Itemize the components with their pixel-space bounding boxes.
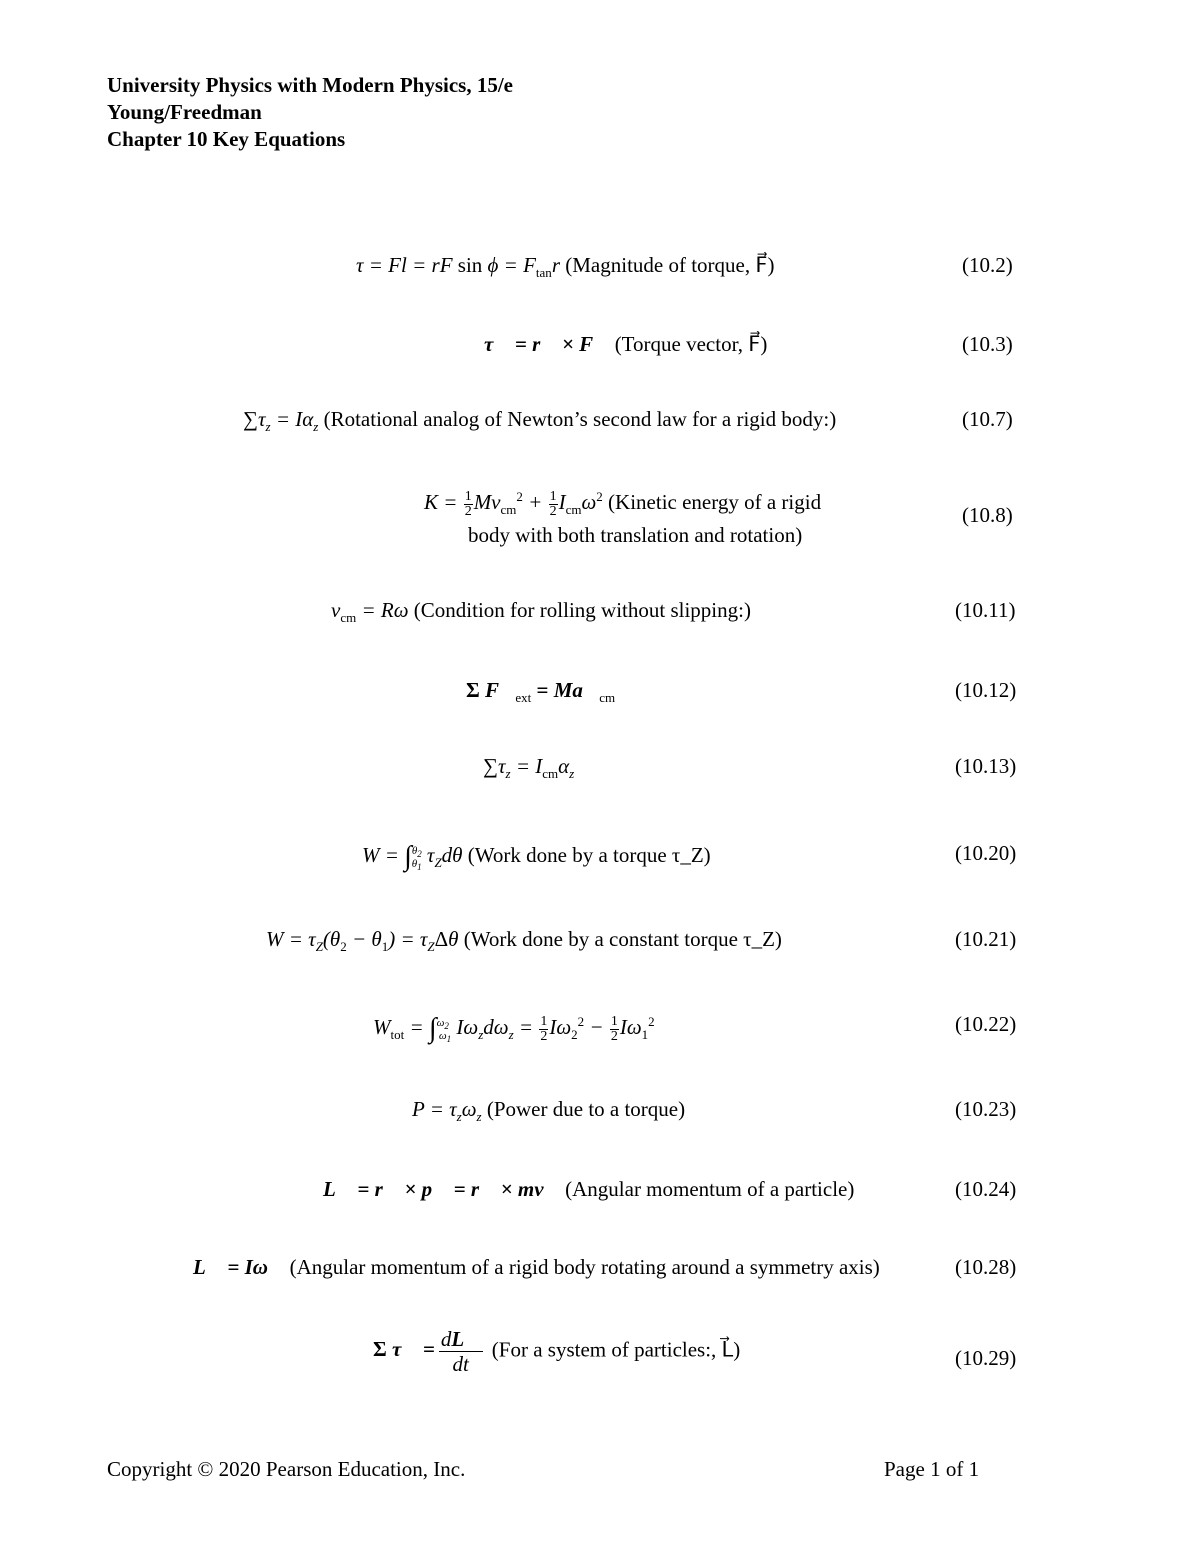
- description-10-7: (Rotational analog of Newton’s second law for a rigid body:): [323, 407, 837, 431]
- formula-10-13: $\sum\tau_z = I_{cm}\alpha_z$: [483, 754, 575, 782]
- equation-10-3: [484, 331, 767, 357]
- description-10-3: (Torque vector, F⃗): [614, 332, 768, 356]
- formula-10-20: W = ∫$^{\theta_2}_{\theta_1}$ $\tau_Zd\theta$: [362, 841, 463, 873]
- equation-number-10-28: (10.28): [955, 1255, 1017, 1279]
- description-10-11: (Condition for rolling without slipping:): [413, 598, 751, 622]
- description-10-29: (For a system of particles:, L⃗): [491, 1337, 741, 1362]
- equation-10-7: [243, 406, 836, 440]
- chapter-title: Chapter 10 Key Equations: [107, 127, 346, 151]
- equation-number-10-7: (10.7): [962, 407, 1013, 431]
- formula-10-3: τ⃗ = r⃗ × F⃗: [484, 332, 610, 356]
- description-10-23: (Power due to a torque): [486, 1097, 686, 1121]
- formula-10-8: K = $\frac{1}{2}$ $Mv_{cm}^2$ + $\frac{1}{2}$ $I_{cm}\omega^2$: [424, 488, 603, 519]
- formula-10-23: $P = \tau_z\omega_z$: [412, 1097, 482, 1125]
- formula-10-29: Σ τ⃗ = $\frac{dL⃗}{dt}$: [373, 1327, 481, 1376]
- equation-10-21: [266, 926, 782, 960]
- description-10-2: (Magnitude of torque, F⃗): [565, 253, 775, 277]
- equation-10-13: [483, 753, 574, 787]
- equation-number-10-12: (10.12): [955, 678, 1017, 702]
- equation-10-24: [323, 1176, 854, 1202]
- equation-number-10-20: (10.20): [955, 841, 1017, 865]
- document-header: [107, 72, 513, 153]
- equation-number-10-8: (10.8): [962, 503, 1013, 527]
- description-10-8-continued: body with both translation and rotation): [468, 523, 803, 547]
- equation-10-23: [412, 1096, 685, 1130]
- formula-10-28: L⃗ = Iω⃗: [193, 1255, 285, 1279]
- equation-10-2: [356, 252, 774, 286]
- equation-number-10-29: (10.29): [955, 1346, 1017, 1370]
- copyright-notice: Copyright © 2020 Pearson Education, Inc.: [107, 1457, 466, 1481]
- equation-10-22: [373, 1009, 655, 1052]
- equation-number-10-22: (10.22): [955, 1012, 1017, 1036]
- authors: Young/Freedman: [107, 100, 262, 124]
- formula-10-21: $W = \tau_Z(\theta_2 - \theta_1) = \tau_Z\Delta\theta$: [266, 927, 459, 955]
- equation-10-28: [193, 1254, 880, 1280]
- book-title: University Physics with Modern Physics, 15/e: [107, 73, 513, 97]
- description-10-20: (Work done by a torque τ_Z): [467, 843, 711, 867]
- equation-number-10-2: (10.2): [962, 253, 1013, 277]
- equation-number-10-11: (10.11): [955, 598, 1016, 622]
- equation-10-29: [373, 1327, 740, 1376]
- equation-10-8: [424, 484, 821, 523]
- description-10-21: (Work done by a constant torque τ_Z): [463, 927, 782, 951]
- equation-number-10-23: (10.23): [955, 1097, 1017, 1121]
- description-10-8: (Kinetic energy of a rigid: [608, 490, 822, 514]
- formula-10-11: $v_{cm} = R\omega$: [331, 598, 409, 626]
- equation-10-20: [362, 838, 711, 880]
- equation-10-12: [466, 677, 615, 711]
- formula-10-22: $W_{tot} = \int^{\omega_2}_{\omega_1}$ $I\omega_zd\omega_z$ = $\frac{1}{2}$ $I\omega_2^2$ − $\frac{1}{2}$ $I\omega_1^2$: [373, 1013, 655, 1045]
- equation-10-11: [331, 597, 751, 631]
- equation-number-10-3: (10.3): [962, 332, 1013, 356]
- description-10-24: (Angular momentum of a particle): [565, 1177, 855, 1201]
- equation-number-10-13: (10.13): [955, 754, 1017, 778]
- formula-10-12: Σ $F⃗_{ext}$ = $Ma⃗_{cm}$: [466, 678, 616, 706]
- equation-number-10-21: (10.21): [955, 927, 1017, 951]
- formula-10-24: L⃗ = r⃗ × p⃗ = r⃗ × mv⃗: [323, 1177, 560, 1201]
- description-10-28: (Angular momentum of a rigid body rotating around a symmetry axis): [289, 1255, 880, 1279]
- formula-10-7: $\sum\tau_z = I\alpha_z$: [243, 407, 319, 435]
- formula-10-2: τ = Fl = rF $\sin \phi = F_{tan}r$: [356, 253, 560, 281]
- page-number: Page 1 of 1: [884, 1457, 980, 1481]
- equation-number-10-24: (10.24): [955, 1177, 1017, 1201]
